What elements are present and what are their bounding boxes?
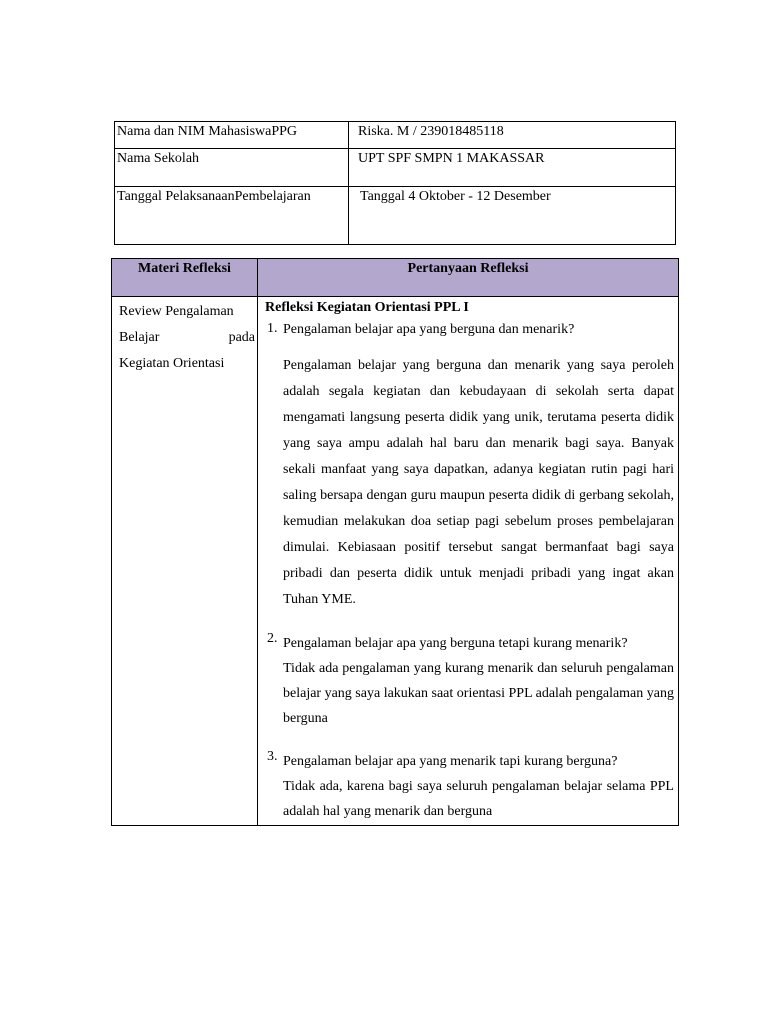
question-list — [265, 321, 674, 824]
materi-line-2a: Belajar — [119, 330, 160, 345]
materi-cell — [112, 297, 258, 826]
reflection-body-row — [112, 297, 679, 826]
question-item-2 — [265, 631, 674, 731]
question-number-1: 1. — [267, 321, 278, 336]
materi-line-3: Kegiatan Orientasi — [119, 356, 225, 371]
info-row-school — [115, 149, 676, 187]
question-item-3 — [265, 749, 674, 824]
name-value: Riska. M / 239018485118 — [349, 122, 676, 149]
pertanyaan-cell — [258, 297, 679, 826]
name-label: Nama dan NIM MahasiswaPPG — [115, 122, 349, 149]
info-row-date — [115, 187, 676, 245]
date-label: Tanggal PelaksanaanPembelajaran — [115, 187, 349, 245]
answer-text-2: Tidak ada pengalaman yang kurang menarik dan seluruh pengalaman belajar yang saya lakukan saat orientasi PPL adalah pengalaman yang berguna — [283, 661, 674, 726]
header-pertanyaan: Pertanyaan Refleksi — [258, 259, 679, 297]
question-number-3: 3. — [267, 749, 278, 764]
reflection-header-row — [112, 259, 679, 297]
materi-line-2 — [119, 325, 255, 351]
question-item-1 — [265, 321, 674, 613]
answer-text-1: Pengalaman belajar yang berguna dan menarik yang saya peroleh adalah segala kegiatan dan kebudayaan di sekolah serta dapat mengamati langsung peserta didik yang unik, terutama peserta didik yang saya ampu adalah hal baru dan menarik bagi saya. Banyak sekali manfaat yang saya dapatkan, adanya kegiatan rutin pagi hari saling bersapa dengan guru maupun peserta didik di gerbang sekolah, kemudian melakukan doa setiap pagi sebelum proses pembelajaran dimulai. Kebiasaan positif tersebut sangat bermanfaat bagi saya pribadi dan peserta didik untuk menjadi pribadi yang ingat akan Tuhan YME. — [283, 358, 674, 607]
answer-text-3: Tidak ada, karena bagi saya seluruh pengalaman belajar selama PPL adalah hal yang menarik dan berguna — [283, 779, 674, 819]
header-materi: Materi Refleksi — [112, 259, 258, 297]
materi-line-1: Review Pengalaman — [119, 304, 234, 319]
date-value: Tanggal 4 Oktober - 12 Desember — [349, 187, 676, 245]
school-value: UPT SPF SMPN 1 MAKASSAR — [349, 149, 676, 187]
question-text-1: Pengalaman belajar apa yang berguna dan menarik? — [283, 322, 575, 337]
materi-line-2b: pada — [228, 330, 255, 345]
question-number-2: 2. — [267, 631, 278, 646]
section-title: Refleksi Kegiatan Orientasi PPL I — [265, 300, 469, 315]
question-text-2: Pengalaman belajar apa yang berguna tetapi kurang menarik? — [283, 636, 628, 651]
question-text-3: Pengalaman belajar apa yang menarik tapi kurang berguna? — [283, 754, 618, 769]
reflection-table — [111, 258, 679, 826]
info-row-name — [115, 122, 676, 149]
school-label: Nama Sekolah — [115, 149, 349, 187]
student-info-table — [114, 121, 676, 245]
